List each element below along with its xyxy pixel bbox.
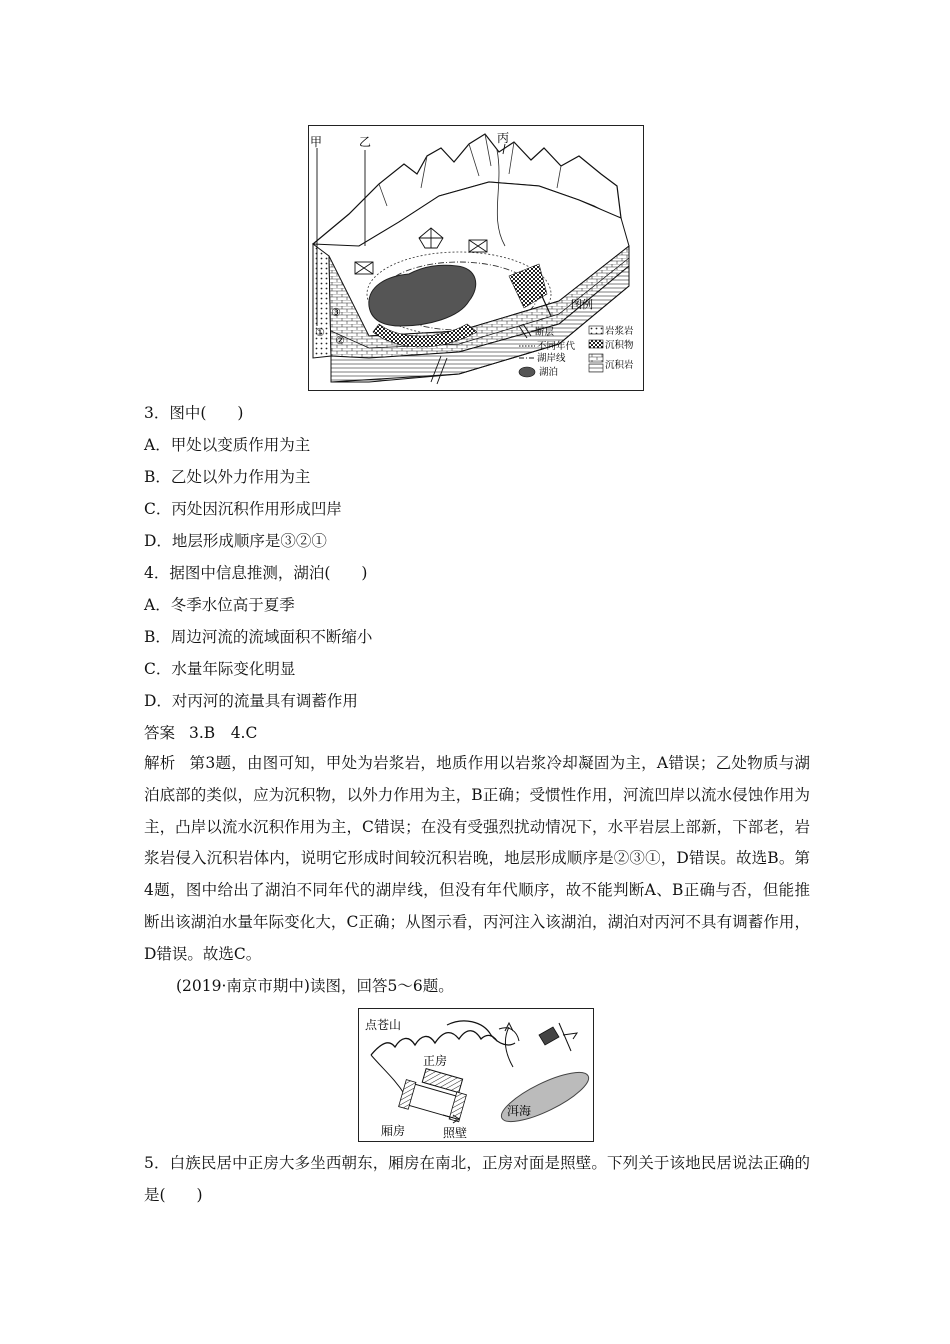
label-bing: 丙 — [497, 131, 510, 145]
label-circle-2: ② — [335, 334, 345, 347]
label-side-house: 厢房 — [381, 1124, 406, 1138]
legend-shoreline-a: 不同年代 — [537, 341, 576, 352]
label-jia: 甲 — [310, 135, 323, 149]
label-screen-wall: 照壁 — [443, 1126, 468, 1140]
legend-shoreline-b: 湖岸线 — [537, 353, 566, 364]
legend-fault: 断层 — [535, 327, 555, 338]
label-circle-3: ③ — [331, 306, 341, 319]
geology-block-diagram — [308, 125, 644, 391]
source-line: (2019·南京市期中)读图，回答5～6题。 — [176, 977, 454, 995]
q4-option-c: C．水量年际变化明显 — [144, 660, 296, 678]
label-circle-1: ① — [315, 326, 325, 339]
label-mountain: 点苍山 — [365, 1018, 402, 1032]
q3-option-a: A．甲处以变质作用为主 — [144, 436, 311, 454]
q3-option-c: C．丙处因沉积作用形成凹岸 — [144, 500, 342, 518]
q4-option-a: A．冬季水位高于夏季 — [144, 596, 295, 614]
q4-option-b: B．周边河流的流域面积不断缩小 — [144, 628, 373, 646]
answer-line — [144, 723, 257, 743]
analysis-paragraph — [144, 748, 810, 971]
q3-option-d: D．地层形成顺序是③②① — [144, 532, 327, 550]
answer-label: 答案 — [144, 724, 176, 742]
label-lake: 洱海 — [507, 1104, 532, 1118]
analysis-text: 第3题，由图可知，甲处为岩浆岩，地质作用以岩浆冷却凝固为主，A错误；乙处物质与湖泊底部的类似，应为沉积物，以外力作用为主，B正确；受惯性作用，河流凹岸以流水侵蚀作用为主，凸岸以流水沉积作用为主，C错误；在没有受强烈扰动情况下，水平岩层上部新，下部老，岩浆岩侵入沉积岩体内，说明它形成时间较沉积岩晚，地层形成顺序是②③①，D错误。故选B。第4题，图中给出了湖泊不同年代的湖岸线，但没有年代顺序，故不能判断A、B正确与否，但能推断出该湖泊水量年际变化大，C正确；从图示看，丙河注入该湖泊，湖泊对丙河不具有调蓄作用，D错误。故选C。 — [144, 754, 810, 963]
label-yi: 乙 — [359, 135, 372, 149]
label-main-house: 正房 — [423, 1054, 448, 1068]
legend-lake: 湖泊 — [539, 367, 559, 378]
bai-dwelling-diagram — [358, 1008, 594, 1142]
answer-text: 3.B 4.C — [189, 724, 258, 742]
legend-title: 图例 — [571, 298, 593, 311]
mountain-ridge-lines — [371, 1031, 497, 1055]
q4-option-d: D．对丙河的流量具有调蓄作用 — [144, 692, 358, 710]
legend-sediment: 沉积物 — [605, 340, 634, 351]
q3-stem: 3．图中( ) — [144, 404, 244, 422]
q4-stem: 4．据图中信息推测，湖泊( ) — [144, 564, 368, 582]
analysis-label: 解析 — [144, 754, 176, 772]
legend-sedimentary-rock: 沉积岩 — [605, 360, 634, 371]
q5-stem: 5．白族民居中正房大多坐西朝东，厢房在南北，正房对面是照壁。下列关于该地民居说法正确的是( ) — [144, 1154, 810, 1204]
q3-option-b: B．乙处以外力作用为主 — [144, 468, 311, 486]
legend-magma: 岩浆岩 — [605, 326, 634, 337]
